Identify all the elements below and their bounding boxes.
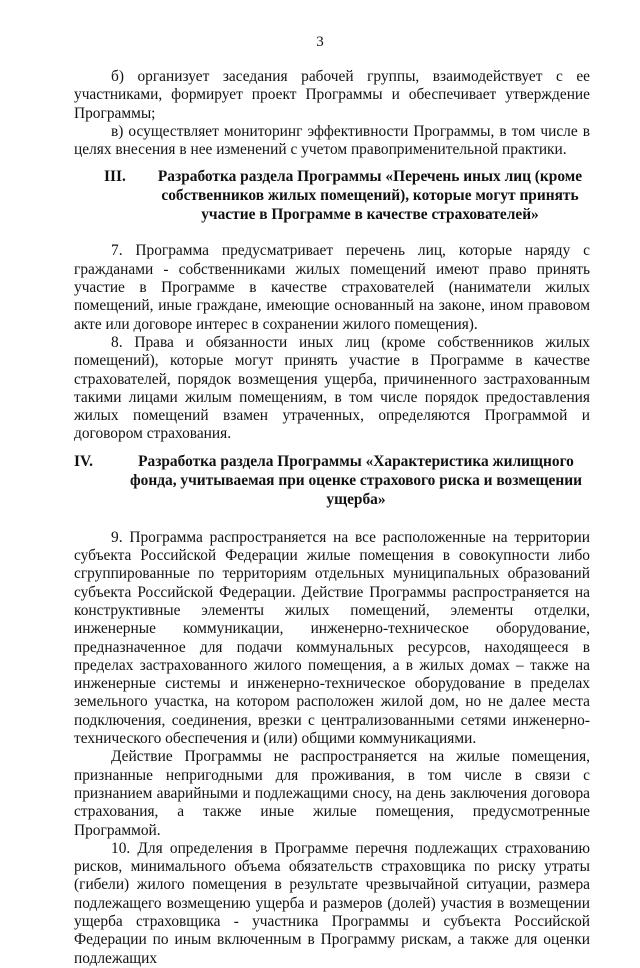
document-body	[74, 68, 590, 968]
paragraph-b: б) организует заседания рабочей группы, взаимодействует с ее участниками, формирует проект Программы и обеспечивает утверждение Программы;	[74, 68, 590, 122]
section-heading-4	[74, 452, 590, 509]
paragraph-9-continuation: Действие Программы не распространяется на жилые помещения, признанные непригодными для проживания, в том числе в связи с признанием аварийными и подлежащими сносу, на день заключения договора страхования, а также иные жилые помещения, предусмотренные Программой.	[74, 748, 590, 839]
section-title: Разработка раздела Программы «Перечень иных лиц (кроме собственников жилых помещений), которые могут принять участие в Программе в качестве страхователей»	[157, 168, 583, 224]
paragraph-7: 7. Программа предусматривает перечень лиц, которые наряду с гражданами - собственниками жилых помещений имеют право принять участие в Программе в качестве страхователей (наниматели жилых помещений, иные граждане, имеющие основанный на законе, ином правовом акте или договоре интерес в сохранении жилого помещения).	[74, 242, 590, 333]
section-heading-3	[74, 167, 590, 224]
paragraph-8: 8. Права и обязанности иных лиц (кроме собственников жилых помещений), которые могут принять участие в Программе в качестве страхователей, порядок возмещения ущерба, причиненного застрахованным такими лицами жилым помещениям, в том числе порядок предоставления жилых помещений взамен утраченных, определяются Программой и договором страхования.	[74, 333, 590, 443]
section-title: Разработка раздела Программы «Характеристика жилищного фонда, учитываемая при оценке страхового риска и возмещении ущерба»	[130, 452, 582, 508]
section-number: IV.	[74, 452, 93, 470]
paragraph-9: 9. Программа распространяется на все расположенные на территории субъекта Российской Федерации жилые помещения в совокупности либо сгруппированные по территориям отдельных муниципальных образований субъекта Российской Федерации. Действие Программы распространяется на конструктивные элементы жилых помещений, элементы отделки, инженерные коммуникации, инженерно-техническое оборудование, предназначенное для подачи коммунальных ресурсов, находящееся в пределах застрахованного жилого помещения, а в жилых домах – также на инженерные системы и инженерно-техническое оборудование в пределах земельного участка, на котором расположен жилой дом, но не далее места подключения, соединения, врезки с централизованными сетями инженерно-технического обеспечения и (или) общими коммуникациями.	[74, 528, 590, 748]
page-number: 3	[316, 34, 324, 50]
paragraph-10: 10. Для определения в Программе перечня подлежащих страхованию рисков, минимального объема обязательств страховщика по риску утраты (гибели) жилого помещения в результате чрезвычайной ситуации, размера подлежащего возмещению ущерба и размеров (долей) участия в возмещении ущерба страховщика - участника Программы и субъекта Российской Федерации по иным включенным в Программу рискам, а также для оценки подлежащих	[74, 839, 590, 967]
section-number: III.	[104, 168, 126, 186]
paragraph-v: в) осуществляет мониторинг эффективности Программы, в том числе в целях внесения в нее изменений с учетом правоприменительной практики.	[74, 122, 590, 159]
